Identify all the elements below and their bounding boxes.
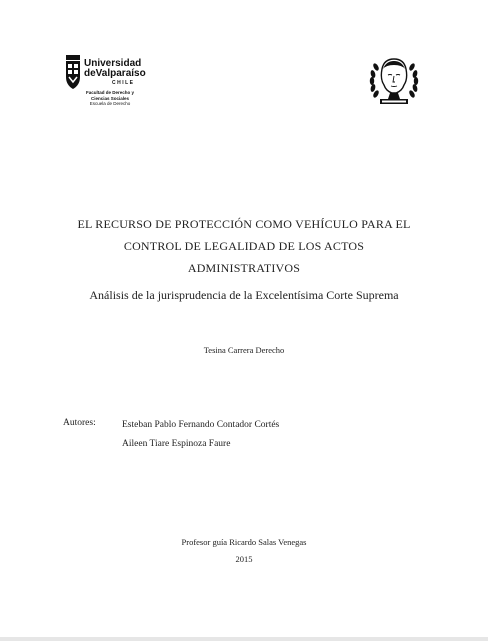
university-name-line-2: deValparaíso	[84, 68, 146, 79]
thesis-title	[40, 213, 448, 279]
author-name: Esteban Pablo Fernando Contador Cortés	[122, 420, 280, 430]
faculty-line-1: Facultad de Derecho y	[85, 90, 134, 95]
year: 2015	[235, 554, 253, 564]
page-bottom-edge	[0, 637, 488, 641]
title-line-2: CONTROL DE LEGALIDAD DE LOS ACTOS	[123, 239, 365, 253]
authors-label: Autores:	[63, 418, 96, 428]
advisor: Profesor guía Ricardo Salas Venegas	[181, 537, 307, 547]
university-shield-icon	[64, 55, 82, 89]
thesis-type: Tesina Carrera Derecho	[203, 345, 285, 355]
university-name-line-1: Universidad	[84, 58, 142, 69]
authors-list	[122, 416, 279, 454]
university-country: CHILE	[112, 80, 135, 86]
title-line-1: EL RECURSO DE PROTECCIÓN COMO VEHÍCULO PARA EL	[77, 217, 411, 231]
school-name: Escuela de Derecho	[89, 101, 131, 106]
faculty-line-2: Ciencias Sociales	[90, 95, 130, 101]
author-name: Aileen Tiare Espinoza Faure	[122, 439, 231, 449]
title-line-3: ADMINISTRATIVOS	[187, 261, 301, 275]
faculty-block	[80, 90, 140, 107]
thesis-subtitle: Análisis de la jurisprudencia de la Excelentísima Corte Suprema	[89, 288, 399, 302]
faculty-seal-icon	[366, 53, 422, 109]
university-logo	[64, 55, 174, 111]
